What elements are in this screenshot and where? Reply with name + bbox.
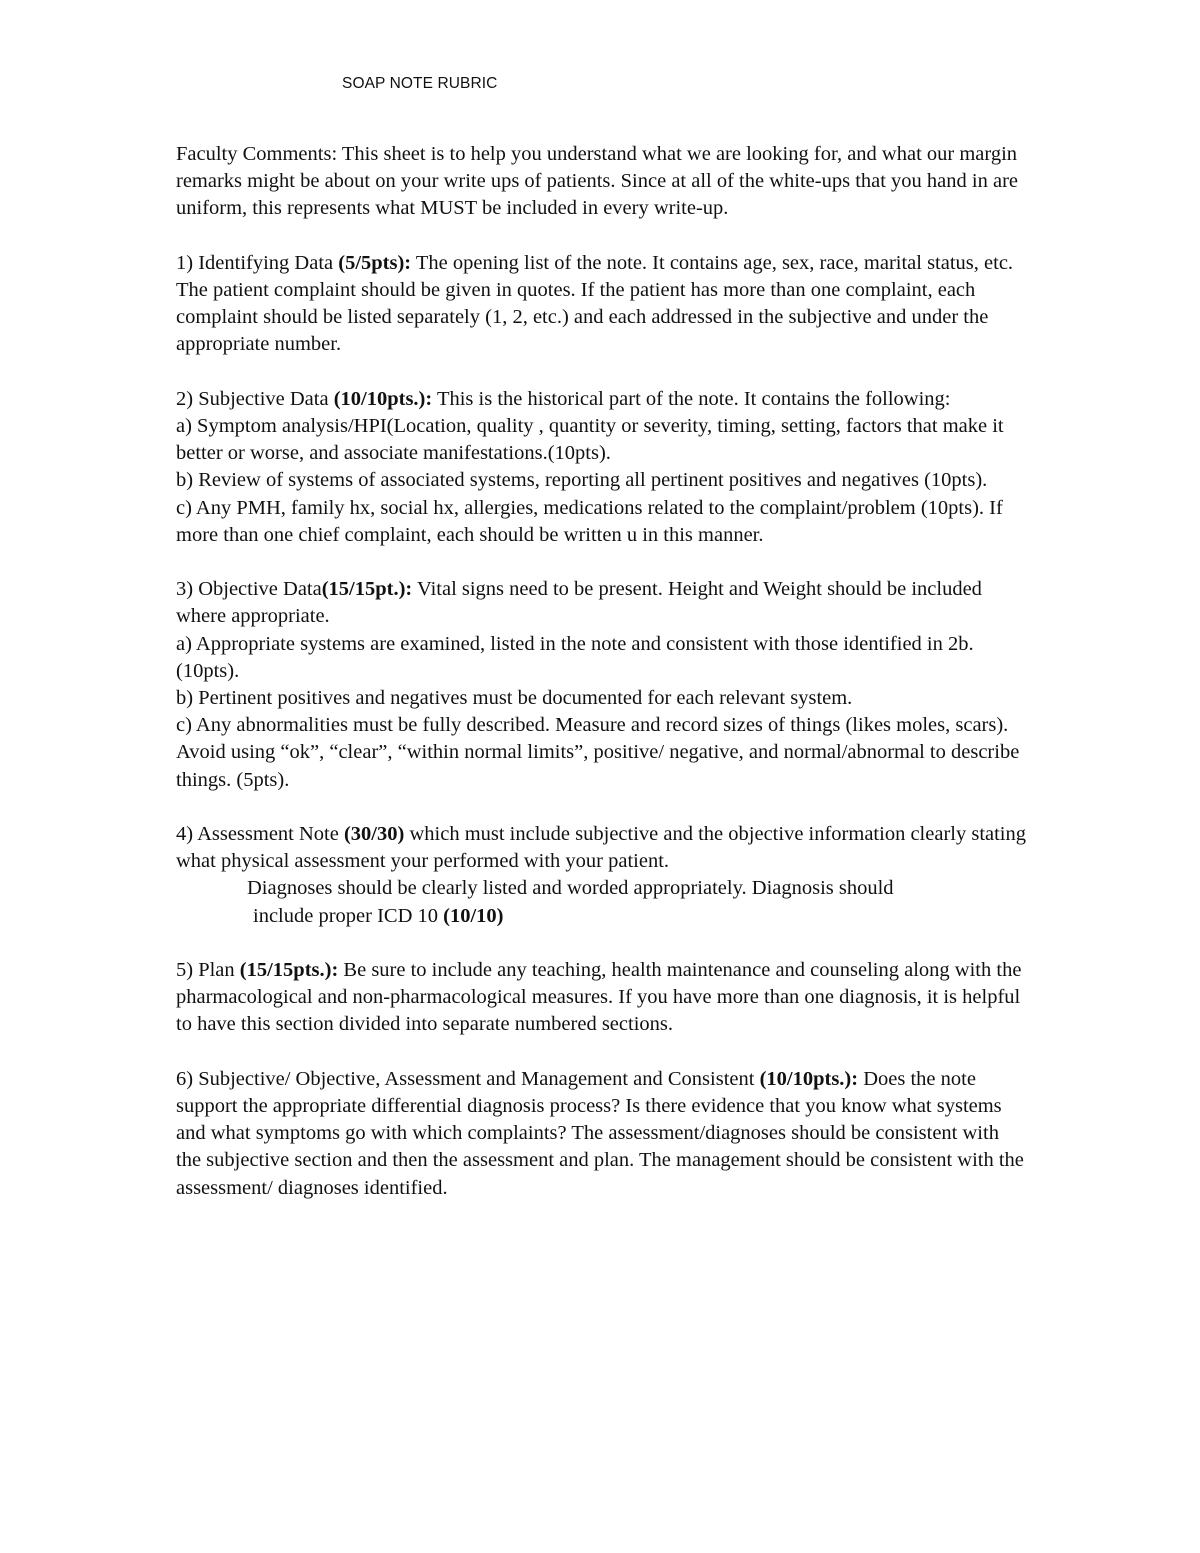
subjective-item-c: c) Any PMH, family hx, social hx, allergies, medications related to the complaint/problem (10pts). If more than one chief complaint, each should be written u in this manner. bbox=[176, 496, 1003, 546]
section-label: 1) Identifying Data bbox=[176, 251, 339, 274]
section-subjective-data bbox=[176, 386, 1026, 549]
section-identifying-data bbox=[176, 250, 1026, 359]
section-text: which must include subjective and the objective information clearly stating what physical assessment your performed with your patient. bbox=[176, 823, 1027, 873]
objective-item-c: c) Any abnormalities must be fully described. Measure and record sizes of things (likes moles, scars). Avoid using “ok”, “clear”, “within normal limits”, positive/ negative, and normal/abnormal to describe things. (5pts). bbox=[176, 714, 1020, 791]
diagnoses-indented-line: Diagnoses should be clearly listed and worded appropriately. Diagnosis should bbox=[247, 877, 894, 900]
section-label: 6) Subjective/ Objective, Assessment and Management and Consistent bbox=[176, 1067, 760, 1090]
section-plan bbox=[176, 957, 1026, 1039]
section-text: Vital signs need to be present. Height and Weight should be included where appropriate. bbox=[176, 578, 982, 628]
points-label: (15/15pts.): bbox=[239, 959, 339, 982]
subjective-item-b: b) Review of systems of associated systems, reporting all pertinent positives and negatives (10pts). bbox=[176, 469, 988, 492]
section-intro-line bbox=[176, 386, 1026, 413]
section-text: Be sure to include any teaching, health maintenance and counseling along with the pharmacological and non-pharmacological measures. If you have more than one diagnosis, it is helpful to have this section divided into separate numbered sections. bbox=[176, 959, 1022, 1036]
section-text: Does the note support the appropriate differential diagnosis process? Is there evidence that you know what systems and what symptoms go with which complaints? The assessment/diagnoses should be consistent with the subjective section and then the assessment and plan. The management should be consistent with the assessment/ diagnoses identified. bbox=[176, 1067, 1024, 1199]
icd-indented-line bbox=[176, 903, 1026, 930]
section-intro-line bbox=[176, 576, 1026, 630]
section-text: This is the historical part of the note. It contains the following: bbox=[432, 387, 951, 410]
document-body bbox=[176, 141, 1026, 1229]
section-label: 2) Subjective Data bbox=[176, 387, 334, 410]
objective-item-a: a) Appropriate systems are examined, listed in the note and consistent with those identified in 2b.(10pts). bbox=[176, 632, 974, 682]
points-label: (10/10pts.): bbox=[759, 1067, 859, 1090]
objective-item-b: b) Pertinent positives and negatives must be documented for each relevant system. bbox=[176, 687, 853, 710]
points-label: (10/10pts.): bbox=[333, 387, 433, 410]
section-intro-line bbox=[176, 821, 1026, 875]
section-label: 4) Assessment Note bbox=[176, 823, 344, 846]
points-label: (30/30) bbox=[343, 823, 405, 846]
points-label: (10/10) bbox=[443, 904, 504, 927]
section-consistency bbox=[176, 1066, 1026, 1202]
points-label: (15/15pt.): bbox=[321, 578, 413, 601]
section-text: The opening list of the note. It contains age, sex, race, marital status, etc. The patient complaint should be given in quotes. If the patient has more than one complaint, each complaint should be listed separately (1, 2, etc.) and each addressed in the subjective and under the appropriate number. bbox=[176, 251, 1014, 356]
section-label: 3) Objective Data bbox=[176, 578, 322, 601]
icd-text: include proper ICD 10 bbox=[253, 904, 444, 927]
section-assessment-note bbox=[176, 821, 1026, 930]
section-objective-data bbox=[176, 576, 1026, 794]
points-label: (5/5pts): bbox=[338, 251, 412, 274]
subjective-item-a: a) Symptom analysis/HPI(Location, quality , quantity or severity, timing, setting, factors that make it better or worse, and associate manifestations.(10pts). bbox=[176, 415, 1004, 465]
faculty-comments-paragraph: Faculty Comments: This sheet is to help you understand what we are looking for, and what our margin remarks might be about on your write ups of patients. Since at all of the white-ups that you hand in are uniform, this represents what MUST be included in every write-up. bbox=[176, 143, 1019, 220]
document-title: SOAP NOTE RUBRIC bbox=[342, 75, 498, 92]
section-label: 5) Plan bbox=[176, 959, 240, 982]
